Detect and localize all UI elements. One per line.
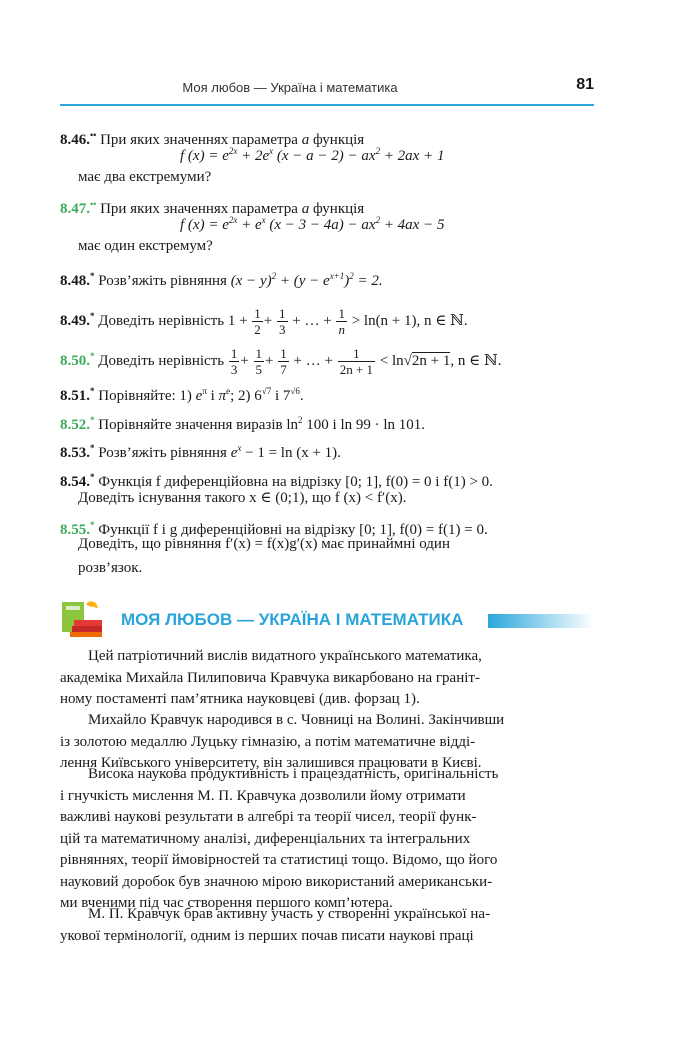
running-title: Моя любов — Україна і математика bbox=[182, 80, 398, 95]
problem-8-50: 8.50.* Доведіть нерівність $\frac{1}{3}$ + $\frac{1}{5}$ + $\frac{1}{7}$ + … + $\frac{1}{2n + 1}$ < ln√2n + 1, n ∈ ℕ. bbox=[60, 346, 502, 378]
problem-number: 8.53.* bbox=[60, 443, 95, 461]
problem-8-47: 8.47.•• При яких значеннях параметра a функція bbox=[60, 199, 365, 217]
problem-text: Доведіть нерівність bbox=[98, 313, 225, 329]
problem-number: 8.55.* bbox=[60, 520, 95, 538]
section-bar bbox=[488, 614, 594, 628]
formula-8-46: f $(x) = e^{2x} + 2e^x$ $(x - a - 2) - ax^2 + 2ax + 1$ bbox=[180, 146, 445, 164]
problem-number: 8.47.•• bbox=[60, 199, 97, 217]
problem-continuation: Доведіть, що рівняння f′(x) = f(x)g′(x) має принаймні один bbox=[78, 536, 450, 552]
fraction: $\frac{1}{2}$ bbox=[254, 306, 261, 338]
fraction: $\frac{1}{3}$ bbox=[279, 306, 286, 338]
problem-text: При яких значеннях параметра bbox=[100, 132, 298, 148]
problem-text: Функції f і g диференційовні на відрізку [0; 1], f(0) = f(1) = 0. bbox=[98, 522, 488, 538]
problem-text: Доведіть нерівність bbox=[98, 353, 225, 369]
problem-number: 8.48.* bbox=[60, 271, 95, 289]
problem-8-49: 8.49.* Доведіть нерівність 1 + $\frac{1}{2}$ + $\frac{1}{3}$ + … + $\frac{1}{n}$ > ln(n + 1), n ∈ ℕ. bbox=[60, 306, 468, 338]
paragraph-3: Висока наукова продуктивність і працездатність, оригінальність і гнучкість мислення М. П. Кравчука дозволили йому отримати важливі наукові результати в алгебрі та теорії чисел, теорії функ- цій та математичному аналізі, диференціальних та інтегральних рівняннях, теорії ймовірностей та статистиці тощо. Відомо, що його науковий доробок був значною мірою використаний американськи- ми вченими під час створення першого комп’ютера. bbox=[60, 766, 499, 911]
problem-8-51: 8.51.* Порівняйте: 1) $e^\pi$ і $\pi^e$; 2) $6^{√7}$ і $7^{√6}$. bbox=[60, 386, 304, 404]
fraction: $\frac{1}{n}$ bbox=[338, 306, 345, 338]
problem-number: 8.46.•• bbox=[60, 130, 97, 148]
paragraph-4: М. П. Кравчук брав активну участь у створенні української на- укової термінології, одним із перших почав писати наукові праці bbox=[60, 906, 491, 944]
problem-text: Розв’яжіть рівняння bbox=[98, 445, 227, 461]
problem-number: 8.50.* bbox=[60, 351, 95, 369]
problem-8-46: 8.46.•• При яких значеннях параметра a функція bbox=[60, 130, 365, 148]
problem-text: Розв’яжіть рівняння bbox=[98, 273, 227, 289]
formula-8-47: f $(x) = e^{2x} + e^x$ $(x - 3 - 4a) - ax^2 + 4ax - 5$ bbox=[180, 215, 445, 233]
problem-text: Функція f диференційовна на відрізку [0; 1], f(0) = 0 і f(1) > 0. bbox=[98, 474, 493, 490]
books-icon bbox=[60, 598, 106, 638]
problem-text: Порівняйте значення виразів bbox=[98, 417, 283, 433]
problem-continuation: має два екстремуми? bbox=[78, 169, 212, 185]
section-title: МОЯ ЛЮБОВ — УКРАЇНА І МАТЕМАТИКА bbox=[121, 610, 464, 629]
header-rule bbox=[60, 104, 594, 106]
problem-number: 8.51.* bbox=[60, 386, 95, 404]
problem-text: Порівняйте: 1) bbox=[98, 388, 192, 404]
problem-8-52: 8.52.* Порівняйте значення виразів $\ln^2 100$ і ln 99 · ln 101. bbox=[60, 415, 426, 433]
fraction: $\frac{1}{5}$ bbox=[255, 346, 263, 378]
problem-text: При яких значеннях параметра bbox=[100, 201, 298, 217]
paragraph-2: Михайло Кравчук народився в с. Човниці на Волині. Закінчивши із золотою медаллю Луцьку гімназію, а потім математичне відді- лення Київського університету, він залишився працювати в Києві. bbox=[60, 712, 505, 771]
sqrt: √2n + 1 bbox=[403, 353, 451, 369]
problem-number: 8.52.* bbox=[60, 415, 95, 433]
problem-continuation: Доведіть існування такого x ∈ (0;1), що f (x) < f′(x). bbox=[78, 490, 407, 506]
fraction: $\frac{1}{3}$ bbox=[230, 346, 238, 378]
problem-8-53: 8.53.* Розв’яжіть рівняння $e^x - 1 = \ln (x + 1)$. bbox=[60, 443, 341, 461]
page-number: 81 bbox=[576, 76, 594, 93]
problem-continuation: розв’язок. bbox=[78, 560, 143, 576]
fraction: $\frac{1}{2n + 1}$ bbox=[339, 346, 374, 378]
problem-formula: $(x - y)^2 + (y - e^{x+1})^2 = 2$. bbox=[230, 271, 383, 289]
paragraph-1: Цей патріотичний вислів видатного українського математика, академіка Михайла Пилиповича Кравчука викарбовано на граніт- ному постаменті пам’ятника науковцеві (див. форзац 1). bbox=[60, 648, 482, 707]
problem-number: 8.54.* bbox=[60, 472, 95, 490]
problem-number: 8.49.* bbox=[60, 311, 95, 329]
problem-continuation: має один екстремум? bbox=[78, 238, 213, 254]
fraction: $\frac{1}{7}$ bbox=[280, 346, 287, 378]
problem-8-48 bbox=[60, 265, 600, 292]
